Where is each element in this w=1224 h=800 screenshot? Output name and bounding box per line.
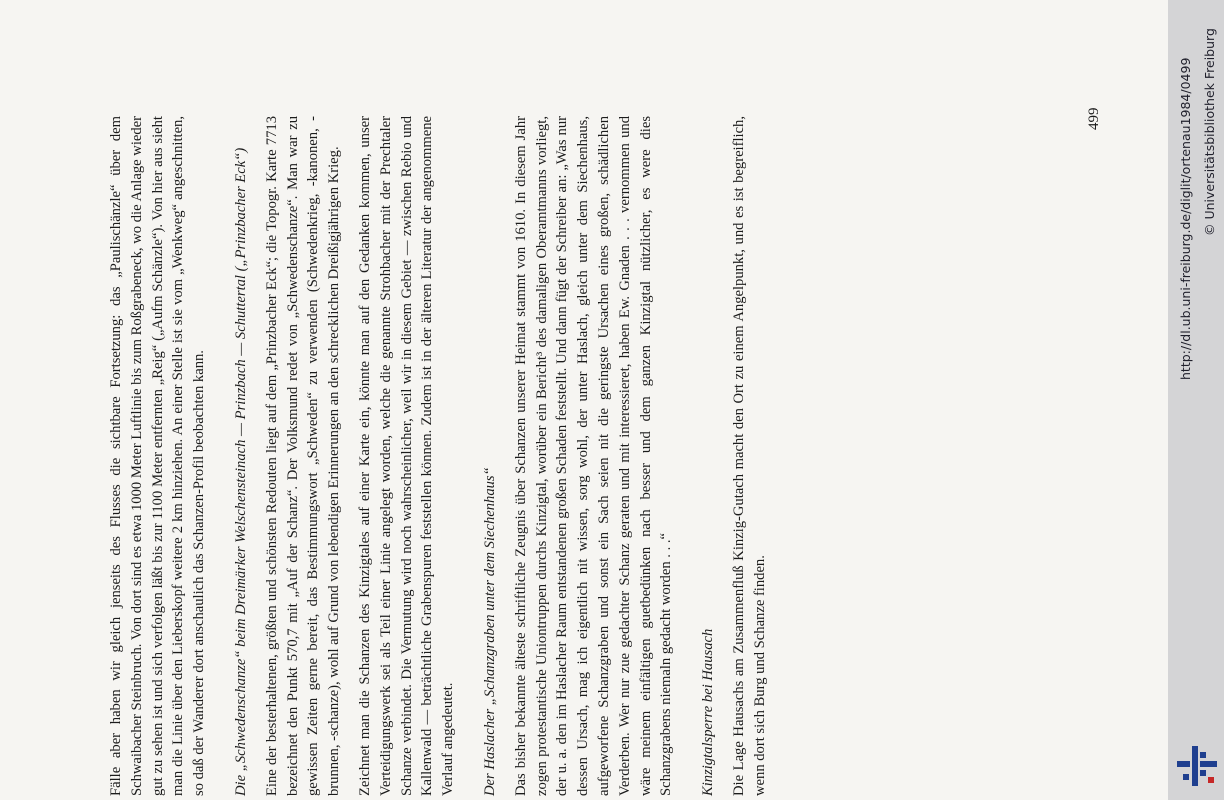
paragraph: Das bisher bekannte älteste schriftliche Zeugnis über Schanzen unserer Heimat stammt von 1610. In diesem Jahr zogen protestantische Uniontruppen durchs Kinzigtal, worüber ein Bericht³ des damaligen Oberamtmanns vorliegt, der u. a. den im Haslacher Raum entstandenen großen Schaden feststellt. Und dann fügt der Schreiber an: „Was nur dessen Ursach, mag ich eigentlich nit wissen, sorg wohl, der unter Haslach, gleich unter dem Siechenhaus, aufgeworfene Schanzgraben und sonst ein Sach seien nit die geringste Ursachen eines großen, schädlichen Verderben. Wer nur zue gedachter Schanz geraten und mit interessieret, haben Ew. Gnaden . . . vernommen und wäre meinem einfältigen guetbedünken nach besser und dem ganzen Kinzigtal nützlicher, es were dies Schanzgrabens niemaln gedacht worden . . .“ (512, 116, 675, 796)
page-text-block (106, 116, 1046, 796)
section-heading: Die „Schwedenschanze“ beim Dreimärker Welschensteinach — Prinzbach — Schuttertal („Prinzbacher Eck“) (232, 147, 249, 796)
paragraph: Zeichnet man die Schanzen des Kinzigtales auf einer Karte ein, könnte man auf den Gedanken kommen, unser Verteidigungswerk sei als Teil einer Linie angelegt worden, welche die genannte Strohbacher mit der Prechtaler Schanze verbindet. Die Vermutung wird noch wahrscheinlicher, weil wir in diesem Gebiet — zwischen Rebio und Kallenwald — beträchtliche Grabenspuren feststellen können. Zudem ist in der älteren Literatur der angenommene Verlauf angedeutet. (356, 116, 457, 796)
paragraph: Fälle aber haben wir gleich jenseits des Flusses die sichtbare Fortsetzung: das „Paulischänzle“ über dem Schwaibacher Steinbruch. Von dort sind es etwa 1000 Meter Luftlinie bis zum Roßgrabeneck, wo die Anlage wieder gut zu sehen ist und sich verfolgen läßt bis zur 1100 Meter entfernten „Reig“ („Aufm Schänzle“). Von hier aus sieht man die Linie über den Lieberskopf weitere 2 km hinziehen. An einer Stelle ist sie vom „Wenkweg“ angeschnitten, so daß der Wanderer dort anschaulich das Schanzen-Profil beobachten kann. (108, 116, 208, 796)
permalink-url[interactable]: http://dl.ub.uni-freiburg.de/diglit/ortenau1984/0499 (1178, 57, 1193, 380)
paragraph: Die Lage Hausachs am Zusammenfluß Kinzig-Gutach macht den Ort zu einem Angelpunkt, und es ist begreiflich, wenn dort sich Burg und Schanze finden. (730, 116, 768, 796)
paragraph: Eine der besterhaltenen, größten und schönsten Redouten liegt auf dem „Prinzbacher Eck“; die Topogr. Karte 7713 bezeichnet den Punkt 570,7 mit „Auf der Schanz“. Der Volksmund redet von „Schwedenschanze“. Man war zu gewissen Zeiten gerne bereit, das Bestimmungswort „Schweden“ zu verwenden (Schwedenkrieg, -kanonen, -brunnen, -schanze), wohl auf Grund von lebendigen Erinnerungen an den schrecklichen Dreißigjährigen Krieg. (263, 116, 343, 796)
section-heading: Kinzigtalsperre bei Hausach (700, 628, 717, 796)
section-heading: Der Haslacher „Schanzgraben unter dem Siechenhaus“ (481, 467, 498, 796)
library-logo-icon (1175, 744, 1219, 788)
copyright-notice: © Universitätsbibliothek Freiburg (1202, 28, 1217, 236)
page-number: 499 (1086, 107, 1102, 130)
